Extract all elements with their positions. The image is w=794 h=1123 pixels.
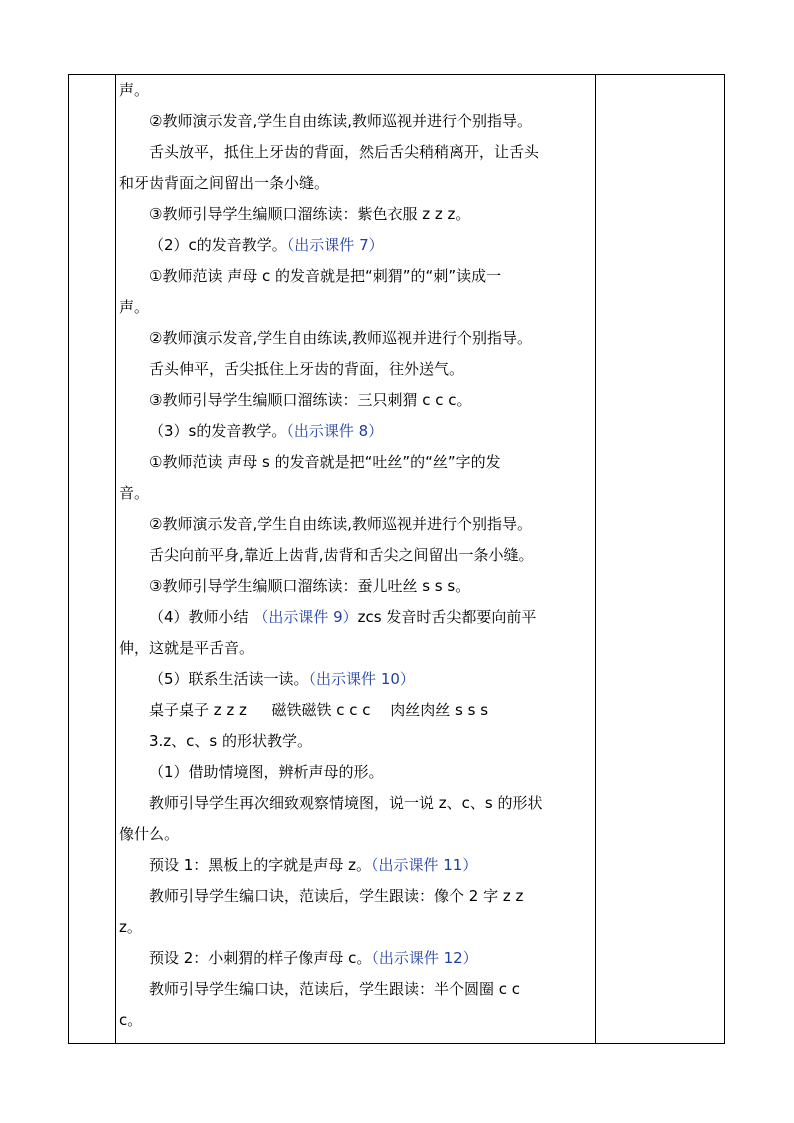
text-line: 教师引导学生编口诀，范读后，学生跟读：半个圆圈 c c [149, 980, 521, 998]
courseware-note: （出示课件 11） [370, 856, 478, 874]
text-line: 声。 [119, 81, 150, 99]
text-line: ②教师演示发音,学生自由练读,教师巡视并进行个别指导。 [149, 515, 532, 533]
text-line: 教师引导学生编口诀，范读后，学生跟读：像个 2 字 z z [149, 887, 524, 905]
text-line: 舌尖向前平身,靠近上齿背,齿背和舌尖之间留出一条小缝。 [149, 546, 534, 564]
text-line: ①教师范读 声母 c 的发音就是把“刺猬”的“刺”读成一 [149, 267, 502, 285]
text-line: （1）借助情境图，辨析声母的形。 [149, 763, 384, 781]
courseware-note: （出示课件 9） [253, 608, 358, 626]
text-line: （4）教师小结 （出示课件 9）zcs 发音时舌尖都要向前平 [149, 608, 537, 626]
text-line: ③教师引导学生编顺口溜练读：三只刺猬 c c c。 [149, 391, 472, 409]
courseware-note: （出示课件 12） [371, 949, 478, 967]
text-line: c。 [119, 1011, 143, 1029]
text-line: ③教师引导学生编顺口溜练读：紫色衣服 z z z。 [149, 205, 471, 223]
courseware-note: （出示课件 8） [286, 422, 384, 440]
text-line: z。 [119, 918, 142, 936]
text-line: 像什么。 [119, 825, 180, 843]
text-line: 桌子桌子 z z z 磁铁磁铁 c c c 肉丝肉丝 s s s [149, 701, 489, 719]
lesson-content-cell [119, 75, 591, 1036]
table-column-divider-left [115, 75, 116, 1043]
text-line: 舌头伸平，舌尖抵住上牙齿的背面，往外送气。 [149, 360, 465, 378]
table-column-divider-right [595, 75, 596, 1043]
text-line: （5）联系生活读一读。（出示课件 10） [149, 670, 415, 688]
text-line: 预设 2：小刺猬的样子像声母 c。（出示课件 12） [149, 949, 478, 967]
text-line: ②教师演示发音,学生自由练读,教师巡视并进行个别指导。 [149, 112, 532, 130]
text-line: （2）c的发音教学。（出示课件 7） [149, 236, 384, 254]
text-line: 伸，这就是平舌音。 [119, 639, 255, 657]
text-line: 声。 [119, 298, 150, 316]
text-line: 教师引导学生再次细致观察情境图，说一说 z、c、s 的形状 [149, 794, 543, 812]
text-line: 3.z、c、s 的形状教学。 [149, 732, 313, 750]
text-line: 预设 1：黑板上的字就是声母 z。（出示课件 11） [149, 856, 478, 874]
courseware-note: （出示课件 7） [286, 236, 384, 254]
text-line: 音。 [119, 484, 150, 502]
text-line: 和牙齿背面之间留出一条小缝。 [119, 174, 330, 192]
courseware-note: （出示课件 10） [308, 670, 415, 688]
text-line: 舌头放平，抵住上牙齿的背面，然后舌尖稍稍离开，让舌头 [149, 143, 540, 161]
text-line: ③教师引导学生编顺口溜练读：蚕儿吐丝 s s s。 [149, 577, 471, 595]
lesson-table [68, 74, 725, 1044]
text-line: （3）s的发音教学。（出示课件 8） [149, 422, 384, 440]
text-line: ②教师演示发音,学生自由练读,教师巡视并进行个别指导。 [149, 329, 532, 347]
text-line: ①教师范读 声母 s 的发音就是把“吐丝”的“丝”字的发 [149, 453, 501, 471]
